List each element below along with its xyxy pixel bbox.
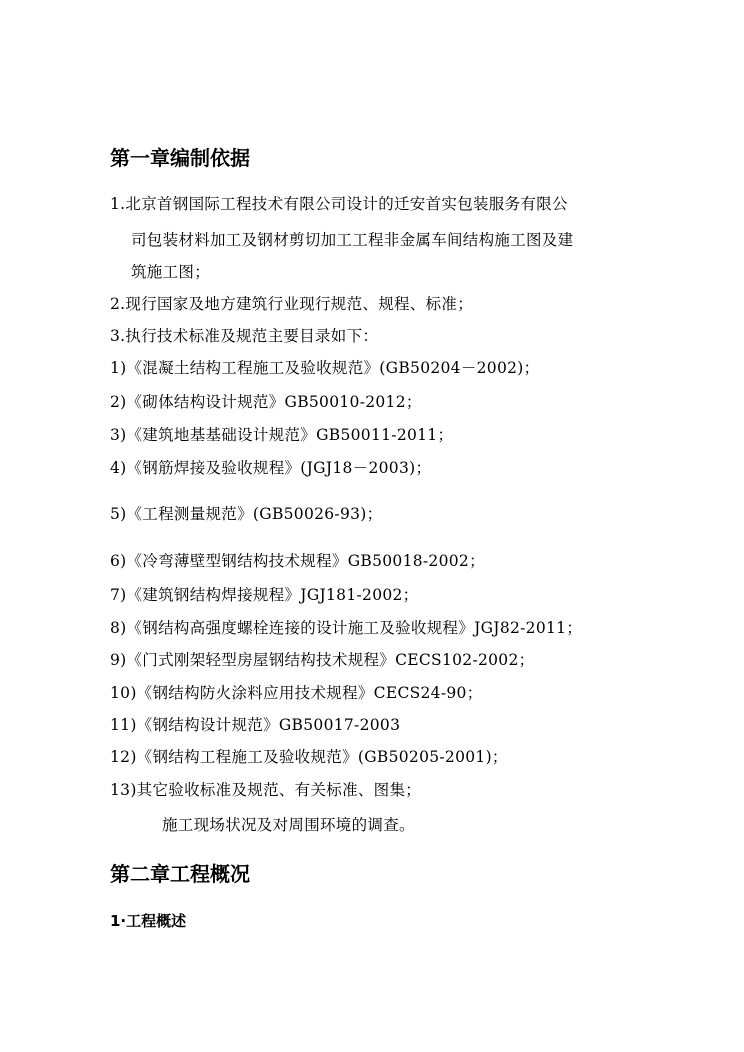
standard-item-9: 9)《门式刚架轻型房屋钢结构技术规程》CECS102-2002；: [110, 651, 535, 669]
standard-item-7: 7)《建筑钢结构焊接规程》JGJ181-2002；: [110, 586, 419, 604]
section-1-title: 1·工程概述: [110, 912, 187, 930]
basis-item-1-line-3: 筑施工图；: [131, 263, 211, 281]
standard-item-3: 3)《建筑地基基础设计规范》GB50011-2011；: [110, 426, 454, 444]
standard-item-2: 2)《砌体结构设计规范》GB50010-2012；: [110, 393, 422, 411]
basis-item-2: 2.现行国家及地方建筑行业现行规范、规程、标准；: [110, 295, 473, 313]
standard-item-6: 6)《冷弯薄壁型钢结构技术规程》GB50018-2002；: [110, 552, 485, 570]
standard-item-13: 13)其它验收标准及规范、有关标准、图集；: [110, 781, 422, 799]
basis-item-3: 3.执行技术标准及规范主要目录如下：: [110, 327, 379, 345]
standard-item-4: 4)《钢筋焊接及验收规程》(JGJ18－2003)；: [110, 459, 432, 477]
chapter-1-title: 第一章编制依据: [110, 146, 250, 170]
standard-item-5: 5)《工程测量规范》(GB50026-93)；: [110, 505, 383, 523]
basis-item-1-line-2: 司包装材料加工及钢材剪切加工工程非金属车间结构施工图及建: [131, 231, 574, 249]
standard-item-1: 1)《混凝土结构工程施工及验收规范》(GB50204－2002)；: [110, 359, 540, 377]
standard-item-12: 12)《钢结构工程施工及验收规范》(GB50205-2001)；: [110, 748, 508, 766]
site-survey-line: 施工现场状况及对周围环境的调查。: [162, 816, 415, 834]
chapter-2-title: 第二章工程概况: [110, 862, 250, 886]
basis-item-1-line-1: 1.北京首钢国际工程技术有限公司设计的迁安首实包装服务有限公: [110, 195, 568, 213]
standard-item-11: 11)《钢结构设计规范》GB50017-2003: [110, 716, 401, 734]
standard-item-10: 10)《钢结构防火涂料应用技术规程》CECS24-90；: [110, 684, 483, 702]
standard-item-8: 8)《钢结构高强度螺栓连接的设计施工及验收规程》JGJ82-2011；: [110, 619, 583, 637]
